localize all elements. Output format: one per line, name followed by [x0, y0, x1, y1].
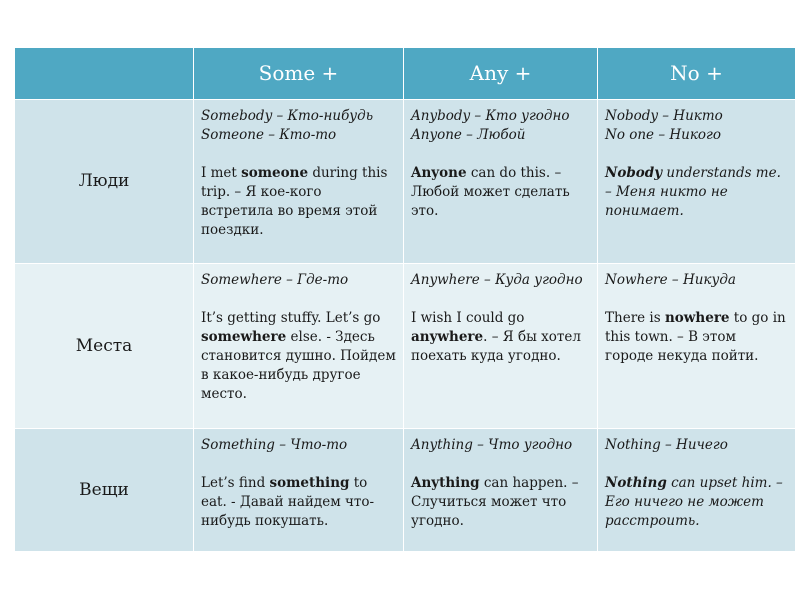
example-sentence: Anything can happen. – Случиться может что угодно.: [411, 475, 579, 529]
header-no: No +: [598, 48, 795, 99]
pronoun-table: [15, 48, 792, 548]
example-sentence: Nothing can upset him. – Его ничего не может расстроить.: [605, 475, 783, 529]
definition: Something – Что-то: [201, 437, 348, 453]
row-label-places: Места: [15, 264, 193, 428]
definition: Nowhere – Никуда: [605, 272, 736, 288]
cell-people-no: [598, 100, 795, 263]
header-empty: [15, 48, 193, 99]
cell-things-no: [598, 429, 795, 551]
example-sentence: Nobody understands me. – Меня никто не понимает.: [605, 165, 781, 219]
example-sentence: I wish I could go anywhere. – Я бы хотел поехать куда угодно.: [411, 310, 581, 364]
definition: Anyone – Любой: [411, 127, 526, 143]
cell-places-some: [194, 264, 403, 428]
row-label-things: Вещи: [15, 429, 193, 551]
definition: Someone – Кто-то: [201, 127, 337, 143]
cell-places-any: [404, 264, 597, 428]
example-sentence: Let’s find something to eat. - Давай найдем что-нибудь покушать.: [201, 475, 375, 529]
definition: No one – Никого: [605, 127, 721, 143]
example-sentence: Anyone can do this. – Любой может сделать это.: [411, 165, 570, 219]
cell-places-no: [598, 264, 795, 428]
definition: Somewhere – Где-то: [201, 272, 349, 288]
definition: Anywhere – Куда угодно: [411, 272, 583, 288]
example-sentence: There is nowhere to go in this town. – В этом городе некуда пойти.: [605, 310, 786, 364]
definition: Nobody – Никто: [605, 108, 723, 124]
example-sentence: I met someone during this trip. – Я кое-кого встретила во время этой поездки.: [201, 165, 388, 238]
cell-things-some: [194, 429, 403, 551]
row-label-people: Люди: [15, 100, 193, 263]
cell-things-any: [404, 429, 597, 551]
cell-people-some: [194, 100, 403, 263]
definition: Nothing – Ничего: [605, 437, 728, 453]
example-sentence: It’s getting stuffy. Let’s go somewhere else. - Здесь становится душно. Пойдем в какое-нибудь другое место.: [201, 310, 396, 402]
cell-people-any: [404, 100, 597, 263]
header-any: Any +: [404, 48, 597, 99]
definition: Anything – Что угодно: [411, 437, 573, 453]
header-some: Some +: [194, 48, 403, 99]
definition: Somebody – Кто-нибудь: [201, 108, 374, 124]
definition: Anybody – Кто угодно: [411, 108, 570, 124]
